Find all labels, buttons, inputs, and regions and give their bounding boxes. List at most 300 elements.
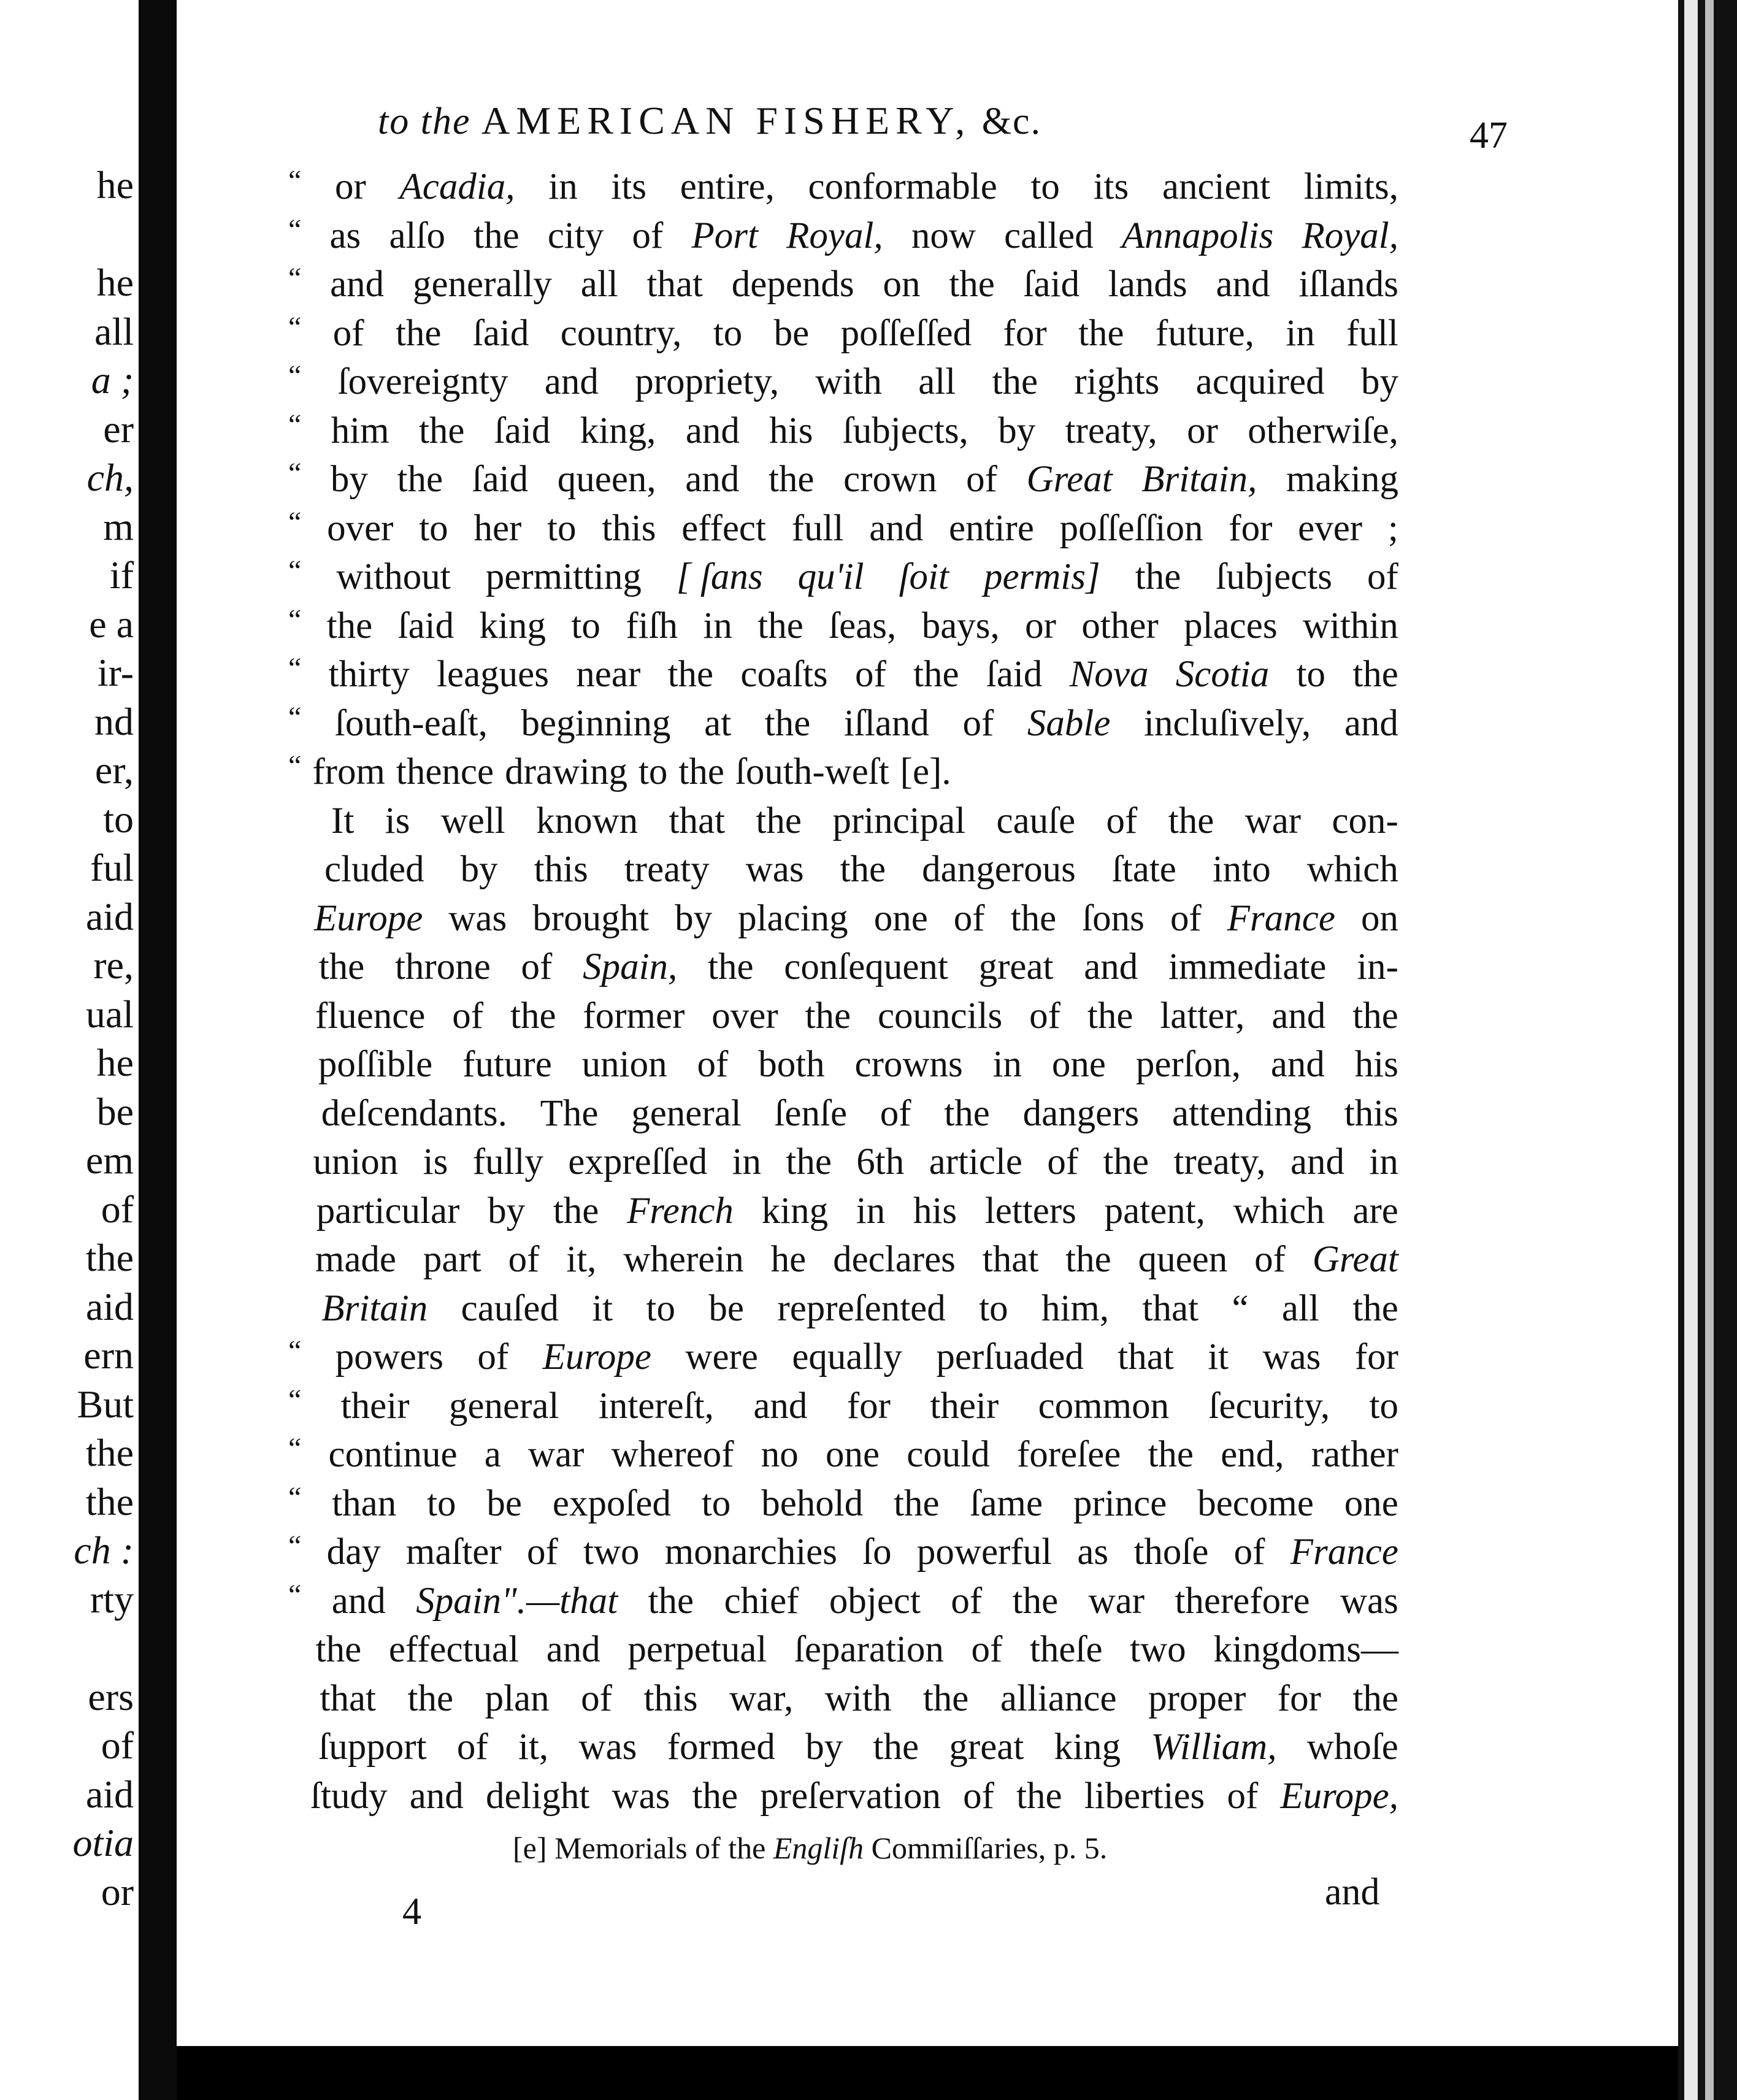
word: the <box>318 946 365 987</box>
facing-page-line: a ; <box>91 358 134 402</box>
word: end, <box>1221 1434 1284 1475</box>
word: war <box>1244 800 1302 841</box>
word: placing <box>738 897 848 939</box>
word: the <box>992 361 1038 402</box>
word: places <box>1184 605 1278 646</box>
word: Spain".—that <box>416 1580 618 1622</box>
word: it, <box>518 1726 549 1768</box>
text-line <box>288 848 1398 897</box>
word: by <box>488 1190 526 1232</box>
word: otherwiſe, <box>1248 410 1398 451</box>
quotation-mark: “ <box>288 408 302 441</box>
word: of <box>963 1775 994 1817</box>
word: that <box>320 1677 376 1719</box>
word: of <box>332 312 364 354</box>
word: great <box>978 946 1054 987</box>
facing-page-line: he <box>96 1041 134 1084</box>
word: dangerous <box>922 849 1076 890</box>
facing-page-line: of <box>101 1723 134 1767</box>
word: for <box>846 1385 891 1427</box>
word: drawing <box>505 751 627 792</box>
word: repreſented <box>777 1287 946 1329</box>
word: wherein <box>623 1239 744 1280</box>
running-head-prefix: to the <box>378 101 471 142</box>
word: in <box>1369 1141 1398 1182</box>
word: patent, <box>1104 1190 1205 1232</box>
word: the <box>805 995 851 1037</box>
word: letters <box>984 1190 1076 1232</box>
quotation-mark: “ <box>288 213 302 246</box>
word: which <box>1306 849 1398 890</box>
word: it, <box>566 1239 597 1280</box>
word: to <box>638 751 668 792</box>
word: or <box>1025 605 1056 646</box>
word: Annapolis <box>1121 215 1274 256</box>
word: of <box>951 1580 983 1622</box>
word: thence <box>396 751 494 792</box>
word: and <box>753 1385 808 1427</box>
word: ſons <box>1082 897 1145 939</box>
word: by <box>675 897 713 939</box>
word: cauſe <box>996 800 1076 841</box>
word: thirty <box>328 654 410 695</box>
text-line <box>288 1433 1398 1482</box>
word: principal <box>832 800 966 841</box>
footnote-italic-word: Engliſh <box>773 1831 864 1865</box>
word: all <box>1281 1287 1319 1329</box>
word: the <box>708 946 754 987</box>
word: and <box>331 1580 386 1622</box>
text-line <box>288 1677 1398 1726</box>
word: to <box>547 507 577 549</box>
word: of <box>1106 800 1138 841</box>
word: war <box>1088 1580 1145 1622</box>
word: the <box>1352 1677 1398 1719</box>
word: one <box>873 897 928 939</box>
word: to <box>701 1482 731 1524</box>
word: he <box>770 1239 807 1280</box>
word: and <box>409 1775 464 1817</box>
quotation-mark: “ <box>288 652 302 684</box>
text-line <box>288 1336 1398 1385</box>
quotation-mark: “ <box>288 1383 302 1416</box>
word: the <box>326 605 373 646</box>
word: of <box>854 654 886 695</box>
word: in <box>732 1141 762 1182</box>
word: crowns <box>854 1044 963 1085</box>
word: the <box>395 312 442 354</box>
text-line <box>288 800 1398 849</box>
word: queen, <box>557 459 656 500</box>
page-number: 47 <box>1470 115 1508 156</box>
word: to <box>646 1287 675 1329</box>
word: in <box>992 1044 1022 1085</box>
word: general <box>631 1092 742 1134</box>
word: of <box>966 459 997 500</box>
word: councils <box>877 995 1003 1037</box>
word: for <box>1277 1677 1321 1719</box>
facing-page-line: rty <box>90 1577 134 1621</box>
word: without <box>336 556 451 597</box>
facing-page-line: ual <box>85 992 134 1036</box>
word: monarchies <box>664 1531 837 1573</box>
word: it <box>592 1287 613 1329</box>
text-line <box>288 215 1398 264</box>
word: to <box>427 1482 456 1524</box>
word: one <box>825 1434 880 1475</box>
quotation-mark: “ <box>288 505 302 538</box>
word: by <box>1360 361 1398 402</box>
word: It <box>331 800 355 841</box>
word: as <box>329 215 361 256</box>
word: both <box>758 1044 825 1085</box>
word: entire, <box>680 166 775 207</box>
facing-page-line: nd <box>94 699 134 743</box>
word: deſcendants. <box>321 1092 507 1134</box>
word: Europe <box>542 1336 651 1378</box>
word: in <box>548 166 578 207</box>
word: depends <box>731 264 854 305</box>
text-line <box>288 1385 1398 1434</box>
word: theſe <box>1029 1629 1103 1670</box>
word: and <box>544 361 599 402</box>
word: the <box>1012 1580 1059 1622</box>
word: France <box>1290 1531 1398 1573</box>
facing-page-line: ch : <box>74 1528 134 1572</box>
word: of <box>880 1092 911 1134</box>
word: the <box>1103 1141 1149 1182</box>
word: ſaid <box>494 410 551 451</box>
word: part <box>423 1239 481 1280</box>
word: Europe <box>314 897 423 939</box>
word: than <box>332 1482 397 1524</box>
word: of <box>953 897 985 939</box>
word: Port <box>691 215 758 256</box>
word: cauſed <box>461 1287 559 1329</box>
word: become <box>1197 1482 1314 1524</box>
word: the <box>648 1580 694 1622</box>
facing-page-line: aid <box>85 1772 134 1816</box>
word: within <box>1302 605 1398 646</box>
word: throne <box>394 946 491 987</box>
word: the <box>949 264 995 305</box>
word: poſſeſſed <box>840 312 972 354</box>
word: Sable <box>1027 702 1111 744</box>
quotation-mark: “ <box>288 1432 302 1465</box>
word: future, <box>1156 312 1254 354</box>
text-line <box>288 946 1398 995</box>
word: over <box>327 507 394 549</box>
word: crown <box>843 459 937 500</box>
word: limits, <box>1303 166 1398 207</box>
word: fully <box>472 1141 543 1182</box>
word: of <box>632 215 664 256</box>
word: ſaid <box>472 459 529 500</box>
word: immediate <box>1168 946 1327 987</box>
word: and <box>1290 1141 1345 1182</box>
word: object <box>829 1580 921 1622</box>
word: this <box>643 1677 698 1719</box>
word: to <box>1369 1385 1398 1427</box>
word: alſo <box>389 215 445 256</box>
text-line <box>288 1726 1398 1775</box>
word: at <box>704 702 732 744</box>
signature-mark: 4 <box>402 1891 421 1933</box>
word: on <box>883 264 921 305</box>
word: the <box>1078 312 1124 354</box>
word: Great <box>1026 459 1113 500</box>
word: day <box>326 1531 381 1573</box>
word: of <box>477 1336 509 1378</box>
word: of <box>581 1677 612 1719</box>
word: war <box>528 1434 585 1475</box>
facing-page-line: be <box>96 1089 134 1133</box>
word: Scotia <box>1175 654 1270 695</box>
word: its <box>611 166 647 207</box>
quotation-mark: “ <box>288 310 302 343</box>
word: the <box>913 654 959 695</box>
word: ſoit <box>899 556 949 597</box>
word: effect <box>681 507 766 549</box>
word: the <box>1065 1239 1111 1280</box>
word: con- <box>1332 800 1398 841</box>
word: the <box>1016 1775 1062 1817</box>
facing-page-line: ern <box>83 1333 134 1377</box>
word: and <box>1084 946 1138 987</box>
word: union <box>581 1044 667 1085</box>
word: ſaid <box>472 312 529 354</box>
text-line <box>288 1482 1398 1531</box>
word: bays, <box>921 605 1000 646</box>
word: permis] <box>983 556 1100 597</box>
word: ſenſe <box>774 1092 848 1134</box>
word: of <box>1227 1775 1259 1817</box>
facing-page-line: er <box>103 407 134 451</box>
word: ſeparation <box>794 1629 944 1670</box>
word: intereſt, <box>598 1385 714 1427</box>
word: the <box>678 751 724 792</box>
word: incluſively, <box>1144 702 1311 744</box>
word: acquired <box>1195 361 1325 402</box>
word: conſequent <box>784 946 948 987</box>
word: of <box>962 702 994 744</box>
word: that <box>1118 1336 1174 1378</box>
text-line <box>288 1092 1398 1141</box>
word: as <box>1077 1531 1109 1573</box>
word: expoſed <box>552 1482 671 1524</box>
facing-page-fragment <box>0 0 139 2100</box>
word: ſouth-eaſt, <box>334 702 488 744</box>
word: of <box>697 1044 729 1085</box>
word: entire <box>949 507 1034 549</box>
word: their <box>340 1385 410 1427</box>
word: in <box>856 1190 886 1232</box>
word: the <box>315 1629 362 1670</box>
word: generally <box>412 264 552 305</box>
text-line <box>288 751 1398 800</box>
word: cluded <box>324 849 424 890</box>
facing-page-line: aid <box>85 1284 134 1328</box>
word: and <box>685 459 740 500</box>
word: in <box>703 605 732 646</box>
word: his <box>913 1190 957 1232</box>
word: be <box>708 1287 744 1329</box>
footnote-text-before: Memorials of the <box>554 1831 766 1865</box>
word: king <box>479 605 546 646</box>
text-line <box>288 1775 1398 1824</box>
word: the <box>553 1190 599 1232</box>
page-edge <box>1678 0 1737 2100</box>
facing-page-line: if <box>109 553 134 597</box>
word: former <box>583 995 685 1037</box>
word: the <box>944 1092 990 1134</box>
word: whoſe <box>1306 1726 1398 1768</box>
word: be <box>486 1482 522 1524</box>
word: effectual <box>388 1629 520 1670</box>
word: dangers <box>1022 1092 1140 1134</box>
quotation-mark: “ <box>288 700 302 734</box>
facing-page-line: But <box>77 1382 134 1426</box>
facing-page-line: ch, <box>86 456 134 499</box>
facing-page-line: or <box>101 1869 134 1914</box>
quotation-mark: “ <box>288 1335 302 1367</box>
text-line <box>288 995 1398 1044</box>
facing-page-line: otia <box>72 1821 134 1864</box>
word: to <box>1030 166 1060 207</box>
word: city <box>547 215 604 256</box>
word: to <box>419 507 448 549</box>
word: propriety, <box>635 361 780 402</box>
word: brought <box>532 897 650 939</box>
word: therefore <box>1175 1580 1310 1622</box>
word: iſlands <box>1298 264 1398 305</box>
word: expreſſed <box>568 1141 708 1182</box>
word: now <box>911 215 976 256</box>
word: were <box>685 1336 758 1378</box>
word: full <box>1346 312 1398 354</box>
word: of <box>526 1531 558 1573</box>
text-line <box>288 702 1398 751</box>
word: treaty <box>624 849 710 890</box>
word: for <box>1003 312 1047 354</box>
word: ſouth-weſt <box>735 751 889 792</box>
word: treaty, <box>1065 410 1157 451</box>
word: making <box>1286 459 1398 500</box>
quotation-mark: “ <box>288 603 302 636</box>
word: liberties <box>1084 1775 1205 1817</box>
word: or <box>335 166 366 207</box>
word: one <box>1051 1044 1106 1085</box>
word: Nova <box>1069 654 1149 695</box>
text-line <box>288 1628 1398 1677</box>
word: the <box>894 1482 940 1524</box>
word: the <box>418 410 465 451</box>
word: the <box>1168 800 1214 841</box>
page-edge-strip <box>1684 0 1698 2100</box>
word: by <box>330 459 368 500</box>
word: to <box>979 1287 1008 1329</box>
word: ſame <box>970 1482 1043 1524</box>
book-page <box>177 0 1678 2046</box>
book-gutter <box>139 0 177 2100</box>
word: the <box>1010 897 1057 939</box>
word: the <box>1352 995 1398 1037</box>
word: the <box>407 1677 454 1719</box>
word: Europe, <box>1280 1775 1398 1817</box>
word: ſaid <box>1023 264 1080 305</box>
word: full <box>791 507 844 549</box>
word: by <box>998 410 1036 451</box>
word: the <box>756 800 802 841</box>
word: a <box>484 1434 501 1475</box>
word: this <box>602 507 656 549</box>
word: formed <box>667 1726 775 1768</box>
word: lands <box>1108 264 1187 305</box>
word: the <box>474 215 520 256</box>
word: the <box>1135 556 1181 597</box>
word: queen <box>1138 1239 1228 1280</box>
text-line <box>288 1043 1398 1092</box>
word: over <box>711 995 778 1037</box>
word: thoſe <box>1133 1531 1209 1573</box>
word: ſovereignty <box>337 361 508 402</box>
word: “ <box>1232 1287 1249 1329</box>
word: foreſee <box>1016 1434 1121 1475</box>
word: the <box>840 849 886 890</box>
word: him, <box>1041 1287 1110 1329</box>
text-line <box>288 897 1398 946</box>
word: its <box>1093 166 1129 207</box>
word: two <box>583 1531 640 1573</box>
word: by <box>460 849 498 890</box>
word: plan <box>485 1677 550 1719</box>
word: rather <box>1311 1434 1398 1475</box>
word: the <box>1087 995 1133 1037</box>
footnote-marker: [e] <box>513 1831 547 1865</box>
word: ſeas, <box>829 605 897 646</box>
facing-page-line: re, <box>93 943 134 987</box>
word: behold <box>761 1482 864 1524</box>
text-line <box>288 1580 1398 1629</box>
quotation-mark: “ <box>288 359 302 392</box>
text-line <box>288 507 1398 556</box>
word: of <box>1233 1531 1265 1573</box>
word: alliance <box>1000 1677 1117 1719</box>
word: that <box>1142 1287 1199 1329</box>
word: him <box>331 410 389 451</box>
word: king <box>1054 1726 1121 1768</box>
word: to <box>713 312 743 354</box>
word: it <box>1208 1336 1229 1378</box>
word: the <box>873 1726 919 1768</box>
quotation-mark: “ <box>288 554 302 587</box>
word: delight <box>485 1775 590 1817</box>
facing-page-line: ful <box>90 846 134 889</box>
word: all <box>580 264 618 305</box>
word: powerful <box>916 1531 1053 1573</box>
word: was <box>448 897 507 939</box>
quotation-mark: “ <box>288 1578 302 1611</box>
word: could <box>907 1434 990 1475</box>
word: and <box>1216 264 1270 305</box>
word: union <box>313 1141 399 1182</box>
text-line <box>288 653 1398 702</box>
word: Royal, <box>786 215 883 256</box>
word: for <box>1354 1336 1398 1378</box>
word: latter, <box>1160 995 1245 1037</box>
text-line <box>288 312 1398 361</box>
page-edge-strip-inner <box>1705 0 1714 2100</box>
